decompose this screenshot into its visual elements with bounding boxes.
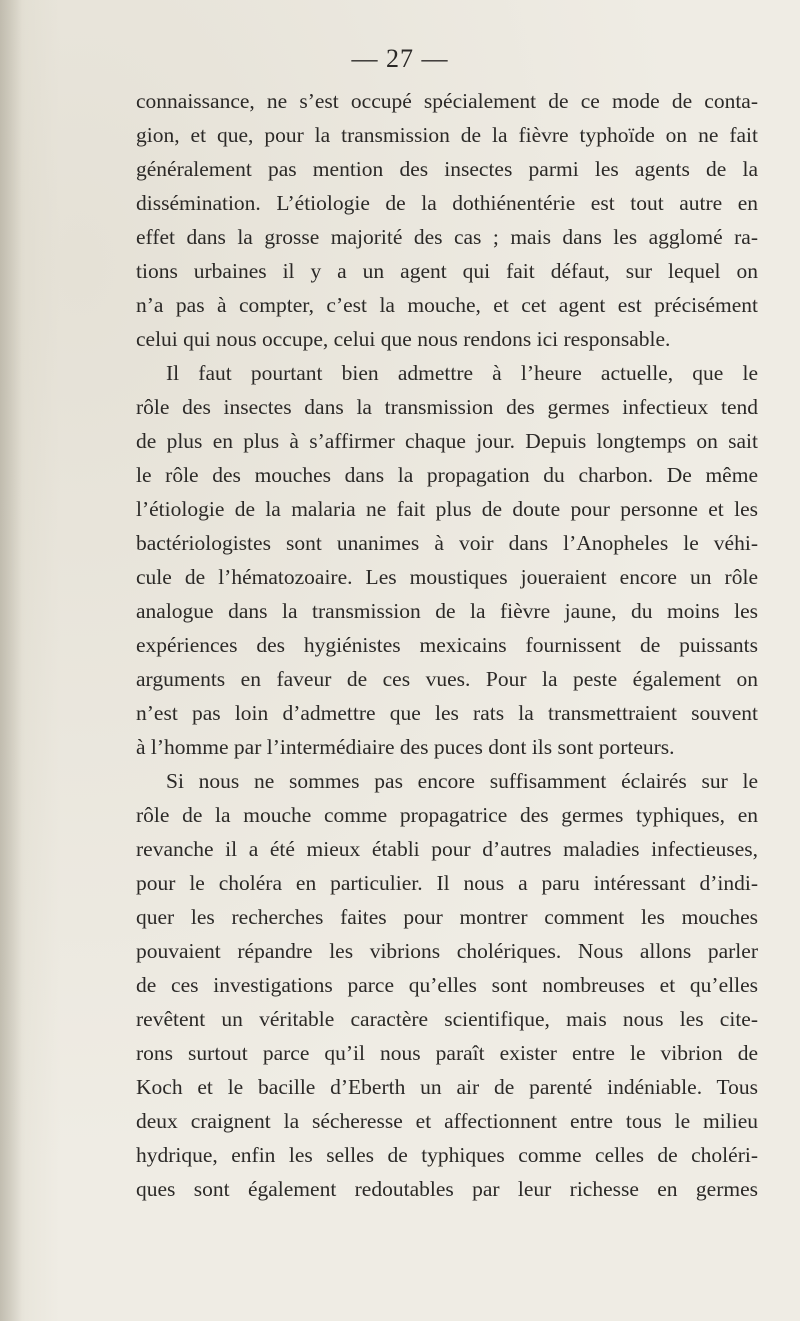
text-line: le rôle des mouches dans la propagation du charbon. De même xyxy=(136,463,758,487)
text-line: ques sont également redoutables par leur richesse en germes xyxy=(136,1177,758,1201)
text-line: pouvaient répandre les vibrions cholériques. Nous allons parler xyxy=(136,939,758,963)
text-line: gion, et que, pour la transmission de la fièvre typhoïde on ne fait xyxy=(136,123,758,147)
text-line: à l’homme par l’intermédiaire des puces dont ils sont porteurs. xyxy=(136,735,675,759)
text-line: cule de l’hématozoaire. Les moustiques joueraient encore un rôle xyxy=(136,565,758,589)
text-line: bactériologistes sont unanimes à voir dans l’Anopheles le véhi- xyxy=(136,531,758,555)
text-line: Si nous ne sommes pas encore suffisamment éclairés sur le xyxy=(166,769,758,793)
text-line: effet dans la grosse majorité des cas ; mais dans les agglomé ra- xyxy=(136,225,758,249)
text-line: quer les recherches faites pour montrer comment les mouches xyxy=(136,905,758,929)
text-line: Il faut pourtant bien admettre à l’heure actuelle, que le xyxy=(166,361,758,385)
text-line: dissémination. L’étiologie de la dothiénentérie est tout autre en xyxy=(136,191,758,215)
text-line: n’a pas à compter, c’est la mouche, et cet agent est précisément xyxy=(136,293,758,317)
body-text xyxy=(136,84,758,1206)
text-line: arguments en faveur de ces vues. Pour la peste également on xyxy=(136,667,758,691)
text-line: revanche il a été mieux établi pour d’autres maladies infectieuses, xyxy=(136,837,758,861)
text-line: rons surtout parce qu’il nous paraît exister entre le vibrion de xyxy=(136,1041,758,1065)
text-line: celui qui nous occupe, celui que nous rendons ici responsable. xyxy=(136,327,671,351)
text-line: généralement pas mention des insectes parmi les agents de la xyxy=(136,157,758,181)
text-line: analogue dans la transmission de la fièvre jaune, du moins les xyxy=(136,599,758,623)
text-line: n’est pas loin d’admettre que les rats la transmettraient souvent xyxy=(136,701,758,725)
text-line: connaissance, ne s’est occupé spécialement de ce mode de conta- xyxy=(136,89,758,113)
text-line: de plus en plus à s’affirmer chaque jour. Depuis longtemps on sait xyxy=(136,429,758,453)
text-line: tions urbaines il y a un agent qui fait défaut, sur lequel on xyxy=(136,259,758,283)
text-line: l’étiologie de la malaria ne fait plus de doute pour personne et les xyxy=(136,497,758,521)
text-line: hydrique, enfin les selles de typhiques comme celles de choléri- xyxy=(136,1143,758,1167)
text-line: pour le choléra en particulier. Il nous a paru intéressant d’indi- xyxy=(136,871,758,895)
page-binding-shadow xyxy=(0,0,22,1321)
text-line: revêtent un véritable caractère scientifique, mais nous les cite- xyxy=(136,1007,758,1031)
page-number: — 27 — xyxy=(351,44,449,73)
text-line: de ces investigations parce qu’elles sont nombreuses et qu’elles xyxy=(136,973,758,997)
text-line: Koch et le bacille d’Eberth un air de parenté indéniable. Tous xyxy=(136,1075,758,1099)
text-line: rôle de la mouche comme propagatrice des germes typhiques, en xyxy=(136,803,758,827)
text-line: rôle des insectes dans la transmission des germes infectieux tend xyxy=(136,395,758,419)
text-line: expériences des hygiénistes mexicains fournissent de puissants xyxy=(136,633,758,657)
text-line: deux craignent la sécheresse et affectionnent entre tous le milieu xyxy=(136,1109,758,1133)
